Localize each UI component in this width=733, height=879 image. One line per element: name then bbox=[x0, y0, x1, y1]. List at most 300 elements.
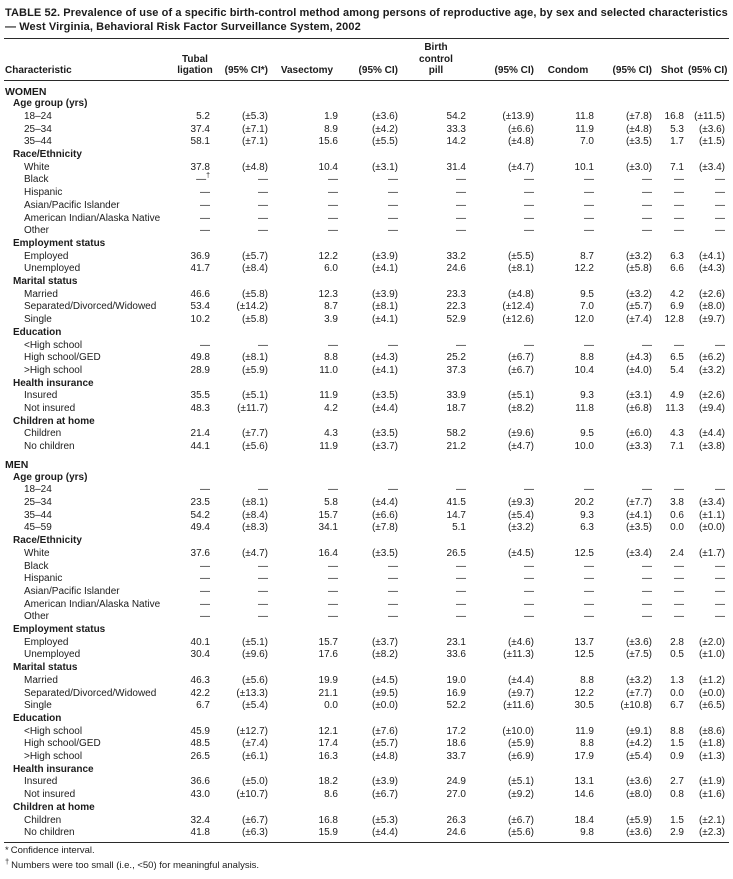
ci-cell: (±6.9) bbox=[507, 751, 534, 763]
value-cell: 53.4 bbox=[190, 301, 210, 313]
value-cell: — bbox=[200, 573, 210, 585]
ci-cell: — bbox=[715, 598, 725, 610]
value-cell: 5.4 bbox=[670, 364, 684, 376]
ci-cell: (±3.4) bbox=[625, 547, 652, 559]
ci-cell: (±0.0) bbox=[698, 687, 725, 699]
value-cell: 8.8 bbox=[670, 725, 684, 737]
group-label-row bbox=[4, 802, 729, 815]
ci-cell: — bbox=[388, 573, 398, 585]
value-cell: — bbox=[328, 585, 338, 597]
value-cell: 22.3 bbox=[446, 301, 466, 313]
row-label: Not insured bbox=[24, 789, 76, 801]
value-cell: 16.8 bbox=[664, 110, 684, 122]
ci-cell: (±9.2) bbox=[507, 789, 534, 801]
value-cell: 6.9 bbox=[670, 301, 684, 313]
ci-cell: — bbox=[388, 339, 398, 351]
group-label-row bbox=[4, 98, 729, 111]
footnote-text: Confidence interval. bbox=[10, 844, 95, 856]
ci-cell: (±5.9) bbox=[507, 738, 534, 750]
ci-cell: (±3.2) bbox=[507, 522, 534, 534]
group-label: Race/Ethnicity bbox=[13, 149, 82, 161]
ci-cell: (±3.2) bbox=[625, 250, 652, 262]
ci-cell: — bbox=[642, 199, 652, 211]
value-cell: — bbox=[200, 187, 210, 199]
ci-cell: (±3.5) bbox=[371, 390, 398, 402]
ci-cell: (±5.8) bbox=[241, 314, 268, 326]
group-label-row bbox=[4, 238, 729, 251]
ci-cell: — bbox=[388, 187, 398, 199]
ci-cell: (±7.6) bbox=[371, 725, 398, 737]
group-label-row bbox=[4, 378, 729, 391]
column-header-shot: Shot bbox=[656, 39, 688, 80]
value-cell: 24.9 bbox=[446, 776, 466, 788]
ci-cell: (±5.1) bbox=[241, 390, 268, 402]
ci-cell: (±11.3) bbox=[503, 649, 534, 661]
value-cell: 17.6 bbox=[318, 649, 338, 661]
ci-cell: — bbox=[715, 339, 725, 351]
ci-cell: (±4.4) bbox=[342, 827, 402, 842]
value-cell: — bbox=[200, 560, 210, 572]
value-cell: 6.3 bbox=[670, 250, 684, 262]
value-cell: — bbox=[584, 199, 594, 211]
value-cell: 9.3 bbox=[580, 390, 594, 402]
table-row bbox=[4, 637, 729, 650]
value-cell: 40.1 bbox=[190, 636, 210, 648]
group-label-row bbox=[4, 662, 729, 675]
table-row bbox=[4, 776, 729, 789]
value-cell: 35.5 bbox=[190, 390, 210, 402]
ci-cell: (±8.2) bbox=[371, 649, 398, 661]
ci-cell: (±3.3) bbox=[625, 441, 652, 453]
table-row bbox=[4, 314, 729, 327]
row-label: 45–59 bbox=[24, 522, 52, 534]
value-cell: 10.4 bbox=[318, 161, 338, 173]
value-cell: 9.5 bbox=[580, 428, 594, 440]
value-cell: — bbox=[200, 199, 210, 211]
ci-cell: — bbox=[642, 174, 652, 186]
value-cell: 58.2 bbox=[446, 428, 466, 440]
ci-cell: — bbox=[388, 585, 398, 597]
ci-cell: (±9.4) bbox=[698, 403, 725, 415]
value-cell: 3.9 bbox=[324, 314, 338, 326]
ci-cell: (±11.5) bbox=[694, 110, 725, 122]
row-label: 25–34 bbox=[24, 123, 52, 135]
value-cell: 14.2 bbox=[446, 136, 466, 148]
ci-cell: — bbox=[388, 174, 398, 186]
value-cell: 24.6 bbox=[446, 263, 466, 275]
value-cell: — bbox=[584, 573, 594, 585]
value-cell: 16.3 bbox=[318, 751, 338, 763]
ci-cell: — bbox=[258, 484, 268, 496]
ci-cell: (±6.1) bbox=[241, 751, 268, 763]
ci-cell: (±7.4) bbox=[625, 314, 652, 326]
row-label: Hispanic bbox=[24, 187, 63, 199]
table-row bbox=[4, 340, 729, 353]
ci-cell: (±12.7) bbox=[236, 725, 268, 737]
table-row bbox=[4, 675, 729, 688]
row-label: Separated/Divorced/Widowed bbox=[24, 301, 157, 313]
value-cell: 7.0 bbox=[580, 136, 594, 148]
value-cell: 19.9 bbox=[318, 674, 338, 686]
value-cell: — bbox=[200, 611, 210, 623]
value-cell: 17.9 bbox=[574, 751, 594, 763]
value-cell: — bbox=[456, 611, 466, 623]
value-cell: 54.2 bbox=[446, 110, 466, 122]
ci-cell: — bbox=[715, 212, 725, 224]
ci-cell: — bbox=[258, 598, 268, 610]
table-row bbox=[4, 700, 729, 713]
row-label: 35–44 bbox=[24, 136, 52, 148]
ci-cell: (±5.4) bbox=[507, 509, 534, 521]
ci-cell: (±7.1) bbox=[241, 123, 268, 135]
ci-cell: (±5.8) bbox=[241, 288, 268, 300]
value-cell: — bbox=[456, 187, 466, 199]
value-cell: 36.9 bbox=[190, 250, 210, 262]
value-cell: 1.5 bbox=[670, 814, 684, 826]
ci-cell: (±4.8) bbox=[625, 123, 652, 135]
ci-cell: (±6.7) bbox=[507, 364, 534, 376]
ci-cell: (±3.9) bbox=[371, 250, 398, 262]
column-header-ci-vasectomy: (95% CI) bbox=[342, 39, 402, 80]
ci-cell: (±1.5) bbox=[698, 136, 725, 148]
value-cell: 0.0 bbox=[670, 687, 684, 699]
value-cell: 6.7 bbox=[196, 700, 210, 712]
prevalence-table bbox=[4, 39, 729, 843]
value-cell: — bbox=[200, 212, 210, 224]
value-cell: 33.9 bbox=[446, 390, 466, 402]
ci-cell: (±5.8) bbox=[625, 263, 652, 275]
ci-cell: — bbox=[715, 560, 725, 572]
table-row bbox=[4, 174, 729, 187]
footnote-text: Numbers were too small (i.e., <50) for meaningful analysis. bbox=[11, 860, 260, 872]
ci-cell: (±5.3) bbox=[241, 110, 268, 122]
value-cell: 18.6 bbox=[446, 738, 466, 750]
value-cell: 48.3 bbox=[190, 403, 210, 415]
column-header-ci-shot: (95% CI) bbox=[688, 39, 729, 80]
group-label: Children at home bbox=[13, 801, 95, 813]
ci-cell: — bbox=[642, 187, 652, 199]
value-cell: — bbox=[584, 611, 594, 623]
ci-cell: (±9.1) bbox=[625, 725, 652, 737]
ci-cell: (±2.6) bbox=[698, 390, 725, 402]
table-row bbox=[4, 111, 729, 124]
group-label: Age group (yrs) bbox=[13, 98, 88, 110]
value-cell: 8.8 bbox=[324, 352, 338, 364]
ci-cell: (±8.0) bbox=[698, 301, 725, 313]
value-cell: — bbox=[200, 484, 210, 496]
value-cell: 1.5 bbox=[670, 738, 684, 750]
footnotes bbox=[4, 843, 729, 872]
value-cell: — bbox=[200, 339, 210, 351]
ci-cell: (±7.7) bbox=[625, 687, 652, 699]
value-cell: 34.1 bbox=[318, 522, 338, 534]
section-header: MEN bbox=[5, 458, 29, 471]
footnote-confidence-interval bbox=[5, 845, 729, 857]
value-cell: 33.6 bbox=[446, 649, 466, 661]
row-label: 25–34 bbox=[24, 497, 52, 508]
ci-cell: — bbox=[388, 560, 398, 572]
value-cell: — bbox=[456, 225, 466, 237]
value-cell: 2.7 bbox=[670, 776, 684, 788]
table-row bbox=[4, 403, 729, 416]
value-cell: 2.8 bbox=[670, 636, 684, 648]
ci-cell: — bbox=[524, 560, 534, 572]
group-label: Education bbox=[13, 326, 62, 338]
row-label: American Indian/Alaska Native bbox=[24, 598, 161, 610]
ci-cell: — bbox=[524, 573, 534, 585]
row-label: American Indian/Alaska Native bbox=[24, 212, 161, 224]
column-header-birth-control-pill: Birth control pill bbox=[402, 39, 470, 80]
value-cell: — bbox=[674, 585, 684, 597]
ci-cell: — bbox=[258, 611, 268, 623]
ci-cell: (±13.9) bbox=[502, 110, 534, 122]
value-cell: — bbox=[456, 484, 466, 496]
value-cell: — bbox=[584, 187, 594, 199]
value-cell: 5.1 bbox=[452, 522, 466, 534]
value-cell: 5.3 bbox=[670, 123, 684, 135]
ci-cell: (±7.7) bbox=[625, 497, 652, 508]
value-cell: 7.1 bbox=[670, 161, 684, 173]
group-label-row bbox=[4, 624, 729, 637]
value-cell: 12.5 bbox=[574, 649, 594, 661]
ci-cell: (±5.4) bbox=[241, 700, 268, 712]
row-label: High school/GED bbox=[24, 738, 101, 750]
value-cell: — bbox=[456, 212, 466, 224]
ci-cell: — bbox=[258, 339, 268, 351]
row-label: Hispanic bbox=[24, 573, 63, 585]
value-cell: — bbox=[456, 174, 466, 186]
value-cell: 7.1 bbox=[670, 441, 684, 453]
ci-cell: — bbox=[258, 573, 268, 585]
ci-cell: (±0.0) bbox=[371, 700, 398, 712]
value-cell: — bbox=[674, 484, 684, 496]
ci-cell: — bbox=[388, 598, 398, 610]
ci-cell: (±4.4) bbox=[507, 674, 534, 686]
ci-cell: — bbox=[524, 174, 534, 186]
ci-cell: (±7.5) bbox=[625, 649, 652, 661]
ci-cell: (±4.1) bbox=[371, 314, 398, 326]
row-label: High school/GED bbox=[24, 352, 101, 364]
ci-cell: (±8.1) bbox=[371, 301, 398, 313]
value-cell: 18.7 bbox=[446, 403, 466, 415]
row-label: <High school bbox=[24, 725, 83, 737]
value-cell: 0.0 bbox=[670, 522, 684, 534]
value-cell: 8.8 bbox=[580, 352, 594, 364]
ci-cell: (±3.2) bbox=[625, 674, 652, 686]
value-cell: 41.7 bbox=[190, 263, 210, 275]
value-cell: — bbox=[584, 598, 594, 610]
table-row bbox=[4, 365, 729, 378]
value-cell: — bbox=[456, 339, 466, 351]
ci-cell: (±2.1) bbox=[698, 814, 725, 826]
ci-cell: (±11.6) bbox=[503, 700, 534, 712]
value-cell: 2.4 bbox=[670, 547, 684, 559]
row-label: <High school bbox=[24, 339, 83, 351]
table-row bbox=[4, 522, 729, 535]
ci-cell: (±8.1) bbox=[507, 263, 534, 275]
dagger-marker: † bbox=[5, 857, 10, 867]
table-row bbox=[4, 251, 729, 264]
value-cell: — bbox=[328, 212, 338, 224]
ci-cell: (±5.3) bbox=[371, 814, 398, 826]
ci-cell: — bbox=[524, 611, 534, 623]
value-cell: — bbox=[674, 339, 684, 351]
column-header-ci-condom: (95% CI) bbox=[598, 39, 656, 80]
table-title: TABLE 52. Prevalence of use of a specific birth-control method among persons of reproductive age, by sex and selected characteristics — West Virginia, Behavioral Risk Factor Surveillance System, 2002 bbox=[4, 5, 729, 39]
ci-cell: — bbox=[388, 484, 398, 496]
ci-cell: (±3.1) bbox=[625, 390, 652, 402]
row-label: 18–24 bbox=[24, 110, 52, 122]
row-label: Insured bbox=[24, 390, 58, 402]
ci-cell: (±3.5) bbox=[625, 522, 652, 534]
row-label: Married bbox=[24, 288, 58, 300]
ci-cell: (±7.8) bbox=[371, 522, 398, 534]
value-cell: — bbox=[328, 225, 338, 237]
ci-cell: (±14.2) bbox=[236, 301, 268, 313]
ci-cell: — bbox=[388, 611, 398, 623]
group-label: Marital status bbox=[13, 662, 78, 674]
value-cell: 4.3 bbox=[670, 428, 684, 440]
group-label-row bbox=[4, 472, 729, 485]
table-body bbox=[4, 80, 729, 842]
ci-cell: (±2.6) bbox=[698, 288, 725, 300]
value-cell: 17.2 bbox=[446, 725, 466, 737]
ci-cell: (±3.8) bbox=[698, 441, 725, 453]
value-cell: 9.5 bbox=[580, 288, 594, 300]
value-cell: 12.3 bbox=[318, 288, 338, 300]
value-cell: 20.2 bbox=[574, 497, 594, 508]
value-cell: 33.7 bbox=[446, 751, 466, 763]
ci-cell: (±8.1) bbox=[241, 497, 268, 508]
ci-cell: (±6.2) bbox=[698, 352, 725, 364]
group-label: Race/Ethnicity bbox=[13, 535, 82, 547]
value-cell: 7.0 bbox=[580, 301, 594, 313]
value-cell: 28.9 bbox=[190, 364, 210, 376]
value-cell: — bbox=[584, 339, 594, 351]
ci-cell: (±3.0) bbox=[625, 161, 652, 173]
ci-cell: (±3.9) bbox=[371, 288, 398, 300]
value-cell: — bbox=[584, 585, 594, 597]
ci-cell: (±3.6) bbox=[625, 636, 652, 648]
value-cell: — bbox=[584, 484, 594, 496]
row-label: >High school bbox=[24, 751, 83, 763]
value-cell: 9.8 bbox=[538, 827, 598, 842]
table-row bbox=[4, 738, 729, 751]
value-cell: — bbox=[584, 212, 594, 224]
ci-cell: (±4.8) bbox=[507, 136, 534, 148]
value-cell: 27.0 bbox=[446, 789, 466, 801]
value-cell: 36.6 bbox=[190, 776, 210, 788]
row-label: >High school bbox=[24, 364, 83, 376]
value-cell: — bbox=[674, 199, 684, 211]
value-cell: 37.3 bbox=[446, 364, 466, 376]
table-row bbox=[4, 301, 729, 314]
value-cell: — bbox=[456, 585, 466, 597]
value-cell: 16.8 bbox=[318, 814, 338, 826]
ci-cell: (±5.0) bbox=[241, 776, 268, 788]
row-label: Insured bbox=[24, 776, 58, 788]
value-cell: 15.9 bbox=[272, 827, 342, 842]
ci-cell: (±3.5) bbox=[625, 136, 652, 148]
value-cell: 46.6 bbox=[190, 288, 210, 300]
ci-cell: (±3.6) bbox=[698, 123, 725, 135]
ci-cell: (±3.5) bbox=[371, 547, 398, 559]
ci-cell: (±1.7) bbox=[698, 547, 725, 559]
ci-cell: (±5.5) bbox=[371, 136, 398, 148]
value-cell: 13.1 bbox=[574, 776, 594, 788]
ci-cell: (±4.7) bbox=[241, 547, 268, 559]
group-label: Health insurance bbox=[13, 377, 94, 389]
column-header-row bbox=[4, 39, 729, 80]
value-cell: 12.8 bbox=[664, 314, 684, 326]
ci-cell: — bbox=[524, 225, 534, 237]
ci-cell: (±4.5) bbox=[371, 674, 398, 686]
value-cell: 15.7 bbox=[318, 509, 338, 521]
value-cell: — bbox=[674, 573, 684, 585]
value-cell: 8.8 bbox=[580, 738, 594, 750]
ci-cell: (±8.1) bbox=[241, 352, 268, 364]
ci-cell: (±10.0) bbox=[502, 725, 534, 737]
value-cell: 49.8 bbox=[190, 352, 210, 364]
ci-cell: (±8.4) bbox=[241, 263, 268, 275]
table-row bbox=[4, 289, 729, 302]
group-label-row bbox=[4, 764, 729, 777]
value-cell: 11.8 bbox=[575, 110, 594, 122]
value-cell: 12.2 bbox=[318, 250, 338, 262]
row-label: Employed bbox=[24, 636, 69, 648]
ci-cell: (±7.8) bbox=[625, 110, 652, 122]
value-cell: 37.4 bbox=[190, 123, 210, 135]
ci-cell: (±1.9) bbox=[698, 776, 725, 788]
value-cell: 23.1 bbox=[446, 636, 466, 648]
row-label: Not insured bbox=[24, 403, 76, 415]
row-label: Married bbox=[24, 674, 58, 686]
ci-cell: — bbox=[524, 585, 534, 597]
value-cell: — bbox=[584, 560, 594, 572]
value-cell: 14.6 bbox=[574, 789, 594, 801]
ci-cell: (±8.3) bbox=[241, 522, 268, 534]
table-row bbox=[4, 428, 729, 441]
value-cell: 31.4 bbox=[446, 161, 466, 173]
ci-cell: (±3.4) bbox=[698, 161, 725, 173]
row-label: 35–44 bbox=[24, 509, 52, 521]
table-row bbox=[4, 213, 729, 226]
value-cell: 11.9 bbox=[319, 390, 338, 402]
ci-cell: (±4.7) bbox=[507, 161, 534, 173]
ci-cell: — bbox=[258, 199, 268, 211]
ci-cell: (±6.7) bbox=[507, 352, 534, 364]
value-cell: 11.9 bbox=[575, 725, 594, 737]
value-cell: 11.3 bbox=[665, 403, 684, 415]
ci-cell: — bbox=[388, 212, 398, 224]
ci-cell: — bbox=[642, 212, 652, 224]
ci-cell: — bbox=[642, 585, 652, 597]
ci-cell: — bbox=[524, 212, 534, 224]
value-cell: 24.6 bbox=[402, 827, 470, 842]
value-cell: — bbox=[584, 174, 594, 186]
ci-cell: (±3.9) bbox=[371, 776, 398, 788]
ci-cell: (±11.7) bbox=[237, 403, 268, 415]
group-label-row bbox=[4, 713, 729, 726]
value-cell: 45.9 bbox=[190, 725, 210, 737]
value-cell: — bbox=[328, 199, 338, 211]
value-cell: 10.0 bbox=[574, 441, 594, 453]
ci-cell: (±4.5) bbox=[507, 547, 534, 559]
ci-cell: — bbox=[258, 585, 268, 597]
value-cell: 11.9 bbox=[319, 441, 338, 453]
value-cell: —† bbox=[196, 173, 210, 186]
table-row bbox=[4, 263, 729, 276]
